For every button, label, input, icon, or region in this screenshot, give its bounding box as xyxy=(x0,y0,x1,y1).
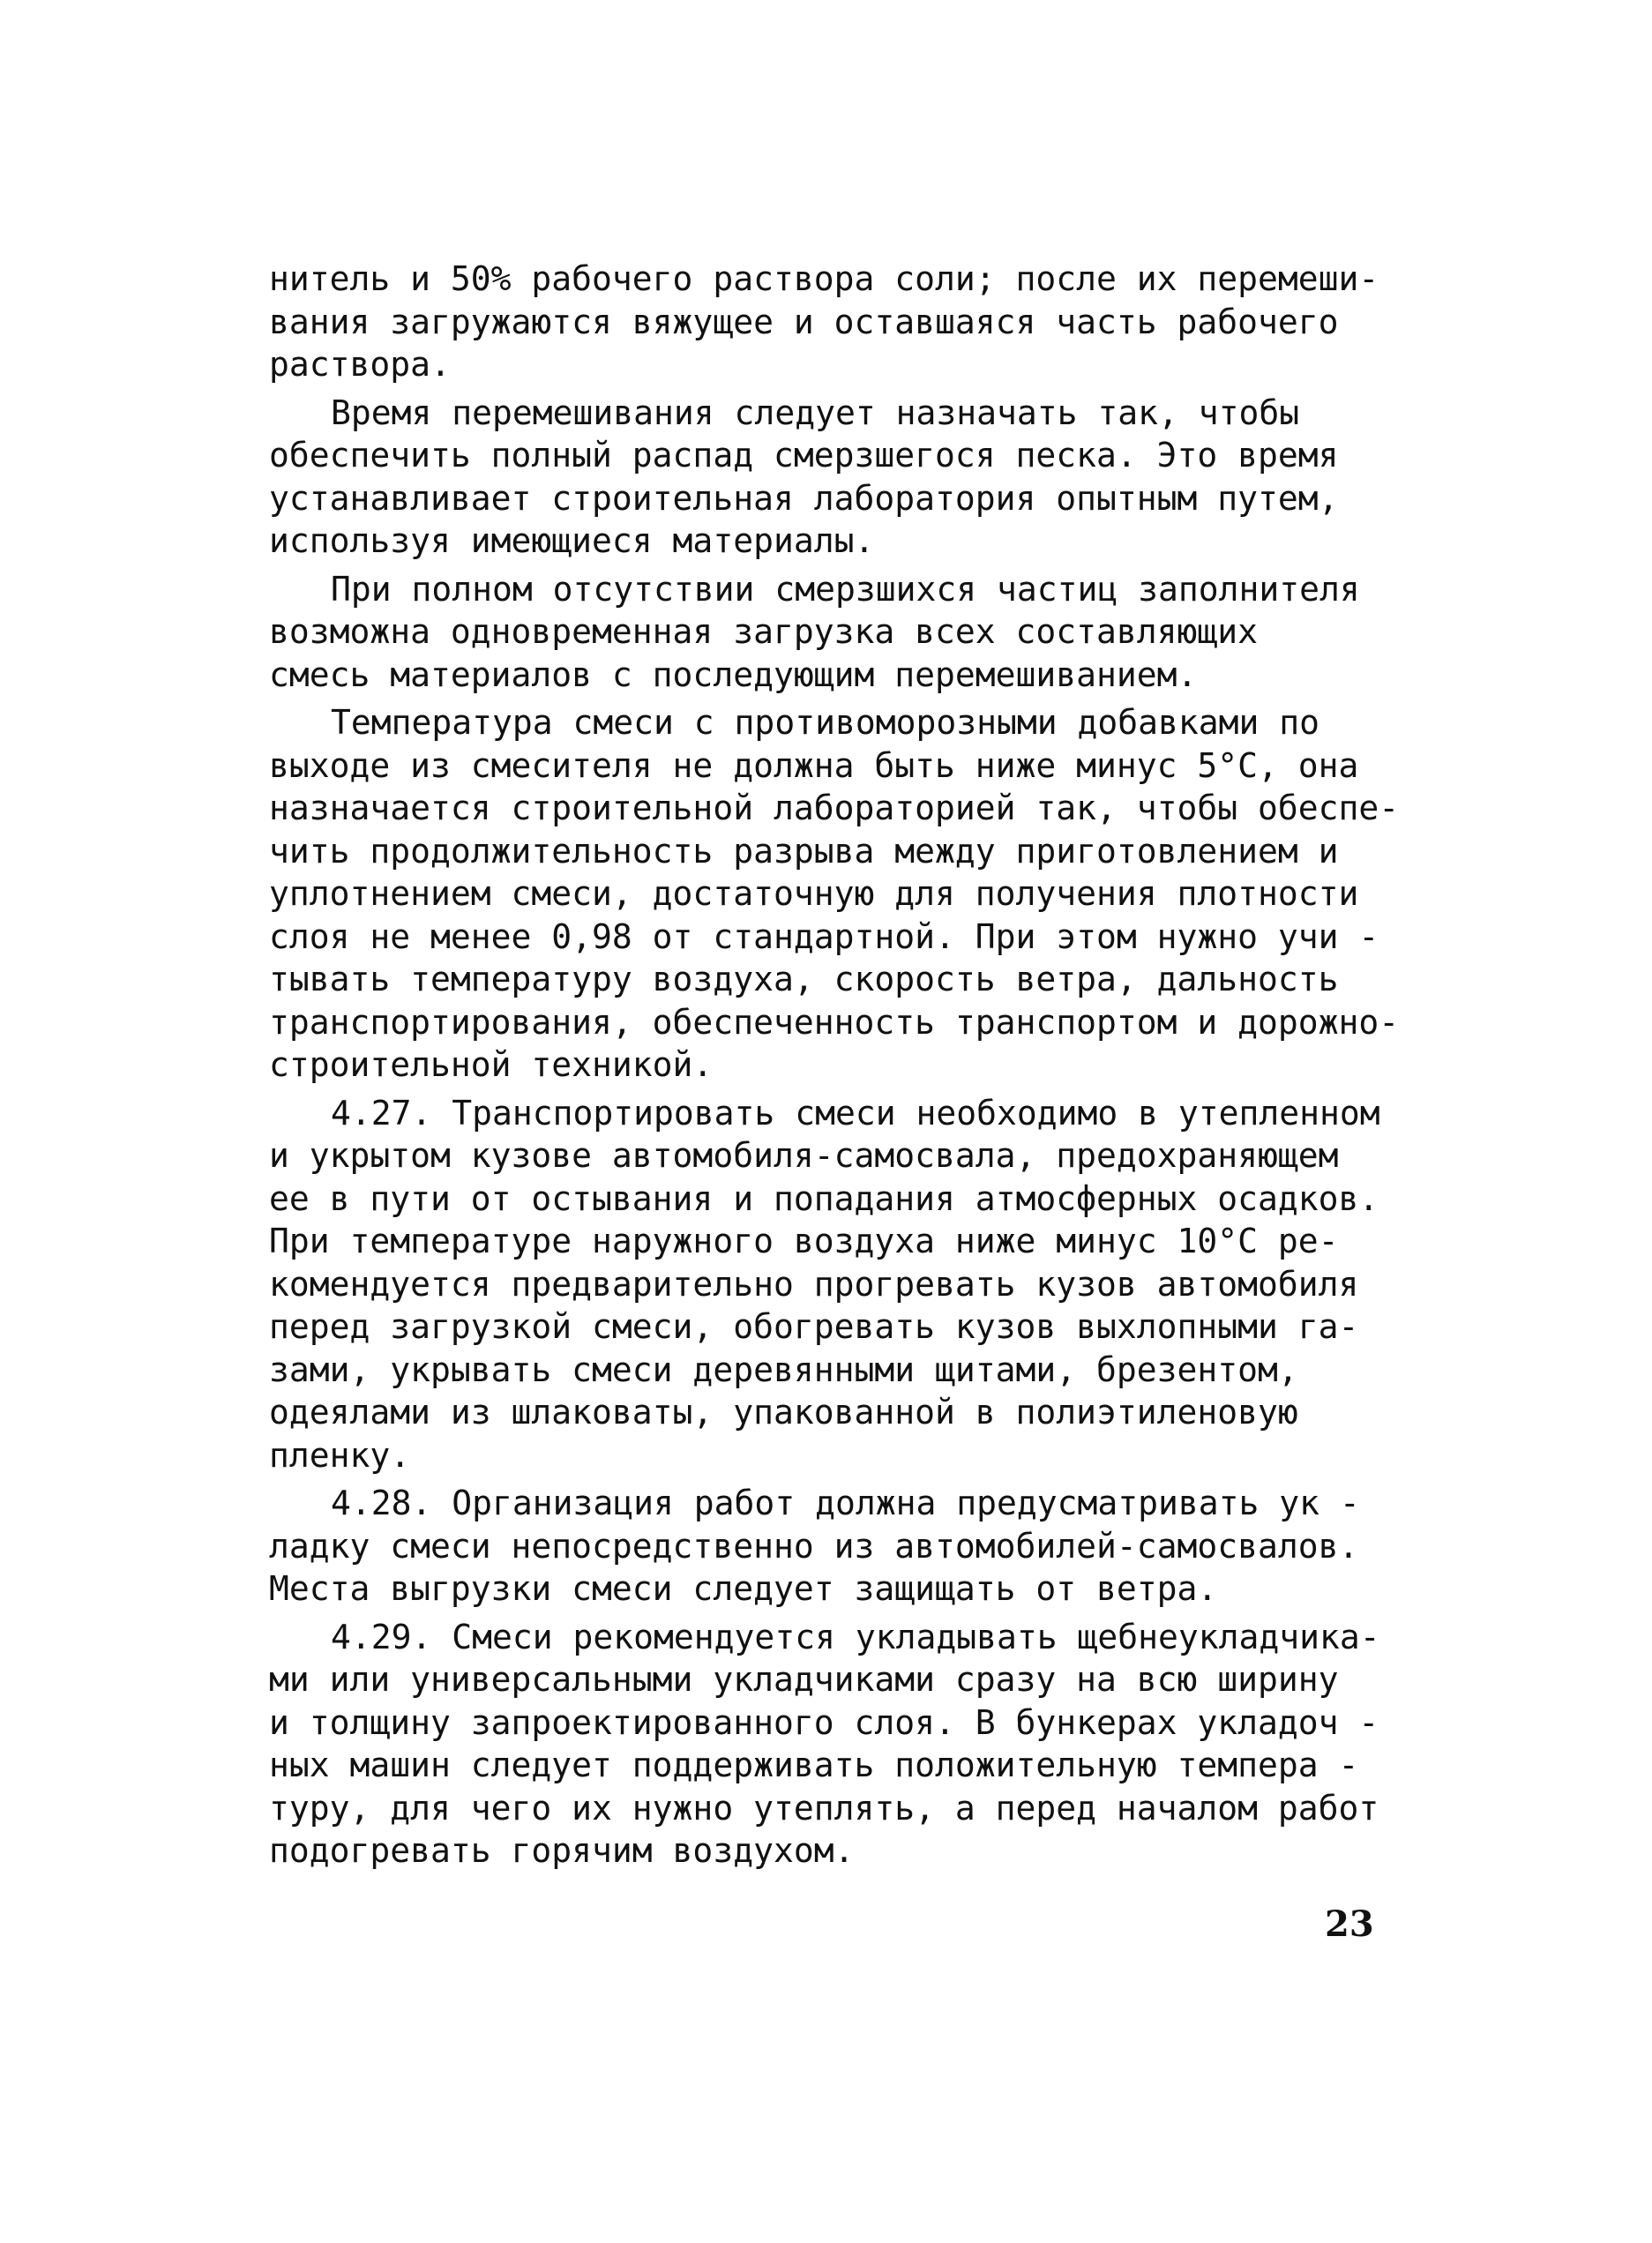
text-line: пленку. xyxy=(269,1435,411,1475)
text-line: вания загружаются вяжущее и оставшаяся часть рабочего xyxy=(269,302,1339,341)
text-line: выходе из смесителя не должна быть ниже минус 5°С, она xyxy=(269,745,1359,785)
paragraph-mixing-time xyxy=(269,392,1407,563)
body-text xyxy=(269,258,1407,1873)
text-line: ладку смеси непосредственно из автомобилей-самосвалов. xyxy=(269,1526,1359,1566)
paragraph-section-4-27 xyxy=(269,1092,1407,1477)
text-line: устанавливает строительная лаборатория опытным путем, xyxy=(269,478,1339,518)
paragraph-section-4-28 xyxy=(269,1482,1407,1611)
text-line: уплотнением смеси, достаточную для получения плотности xyxy=(269,874,1359,913)
text-line: и укрытом кузове автомобиля-самосвала, предохраняющем xyxy=(269,1136,1339,1175)
text-line: тывать температуру воздуха, скорость ветра, дальность xyxy=(269,960,1339,998)
text-line: транспортирования, обеспеченность транспортом и дорожно- xyxy=(269,1002,1400,1042)
text-line: возможна одновременная загрузка всех составляющих xyxy=(269,612,1259,651)
text-line: 4.29. Смеси рекомендуется укладывать щебнеукладчика- xyxy=(331,1617,1380,1656)
text-line: подогревать горячим воздухом. xyxy=(269,1831,855,1870)
text-line: чить продолжительность разрыва между приготовлением и xyxy=(269,831,1339,871)
text-line: строительной техникой. xyxy=(269,1045,714,1084)
text-line: слоя не менее 0,98 от стандартной. При этом нужно учи - xyxy=(269,916,1379,956)
paragraph-mix-temperature xyxy=(269,701,1407,1087)
text-line: ее в пути от остывания и попадания атмосферных осадков. xyxy=(269,1178,1379,1218)
paragraph-simultaneous-loading xyxy=(269,568,1407,697)
paragraph-continuation xyxy=(269,258,1407,386)
text-line: Места выгрузки смеси следует защищать от ветра. xyxy=(269,1569,1218,1608)
text-line: назначается строительной лабораторией так, чтобы обеспе- xyxy=(269,789,1400,827)
text-line: ми или универсальными укладчиками сразу на всю ширину xyxy=(269,1660,1339,1699)
page-number: 23 xyxy=(1325,1903,1374,1945)
text-line: смесь материалов с последующим перемешиванием. xyxy=(269,654,1198,694)
text-line: 4.27. Транспортировать смеси необходимо в утепленном xyxy=(331,1093,1380,1133)
text-line: обеспечить полный распад смерзшегося песка. Это время xyxy=(269,436,1339,475)
text-line: нитель и 50% рабочего раствора соли; после их перемеши- xyxy=(269,259,1379,298)
text-line: Время перемешивания следует назначать так, чтобы xyxy=(331,393,1300,432)
text-line: При полном отсутствии смерзшихся частиц заполнителя xyxy=(331,569,1360,609)
text-line: зами, укрывать смеси деревянными щитами, брезентом, xyxy=(269,1350,1298,1389)
text-line: раствора. xyxy=(269,345,451,384)
text-line: перед загрузкой смеси, обогревать кузов выхлопными га- xyxy=(269,1307,1359,1346)
text-line: комендуется предварительно прогревать кузов автомобиля xyxy=(269,1264,1359,1304)
text-line: При температуре наружного воздуха ниже минус 10°С ре- xyxy=(269,1222,1339,1260)
paragraph-section-4-29 xyxy=(269,1616,1407,1873)
text-line: 4.28. Организация работ должна предусматривать ук - xyxy=(331,1484,1360,1522)
text-line: используя имеющиеся материалы. xyxy=(269,521,875,560)
text-line: Температура смеси с противоморозными добавками по xyxy=(331,703,1320,742)
text-line: ных машин следует поддерживать положительную темпера - xyxy=(269,1746,1359,1784)
text-line: туру, для чего их нужно утеплять, а перед началом работ xyxy=(269,1788,1379,1828)
text-line: и толщину запроектированного слоя. В бункерах укладоч - xyxy=(269,1702,1379,1742)
text-line: одеялами из шлаковаты, упакованной в полиэтиленовую xyxy=(269,1393,1298,1432)
